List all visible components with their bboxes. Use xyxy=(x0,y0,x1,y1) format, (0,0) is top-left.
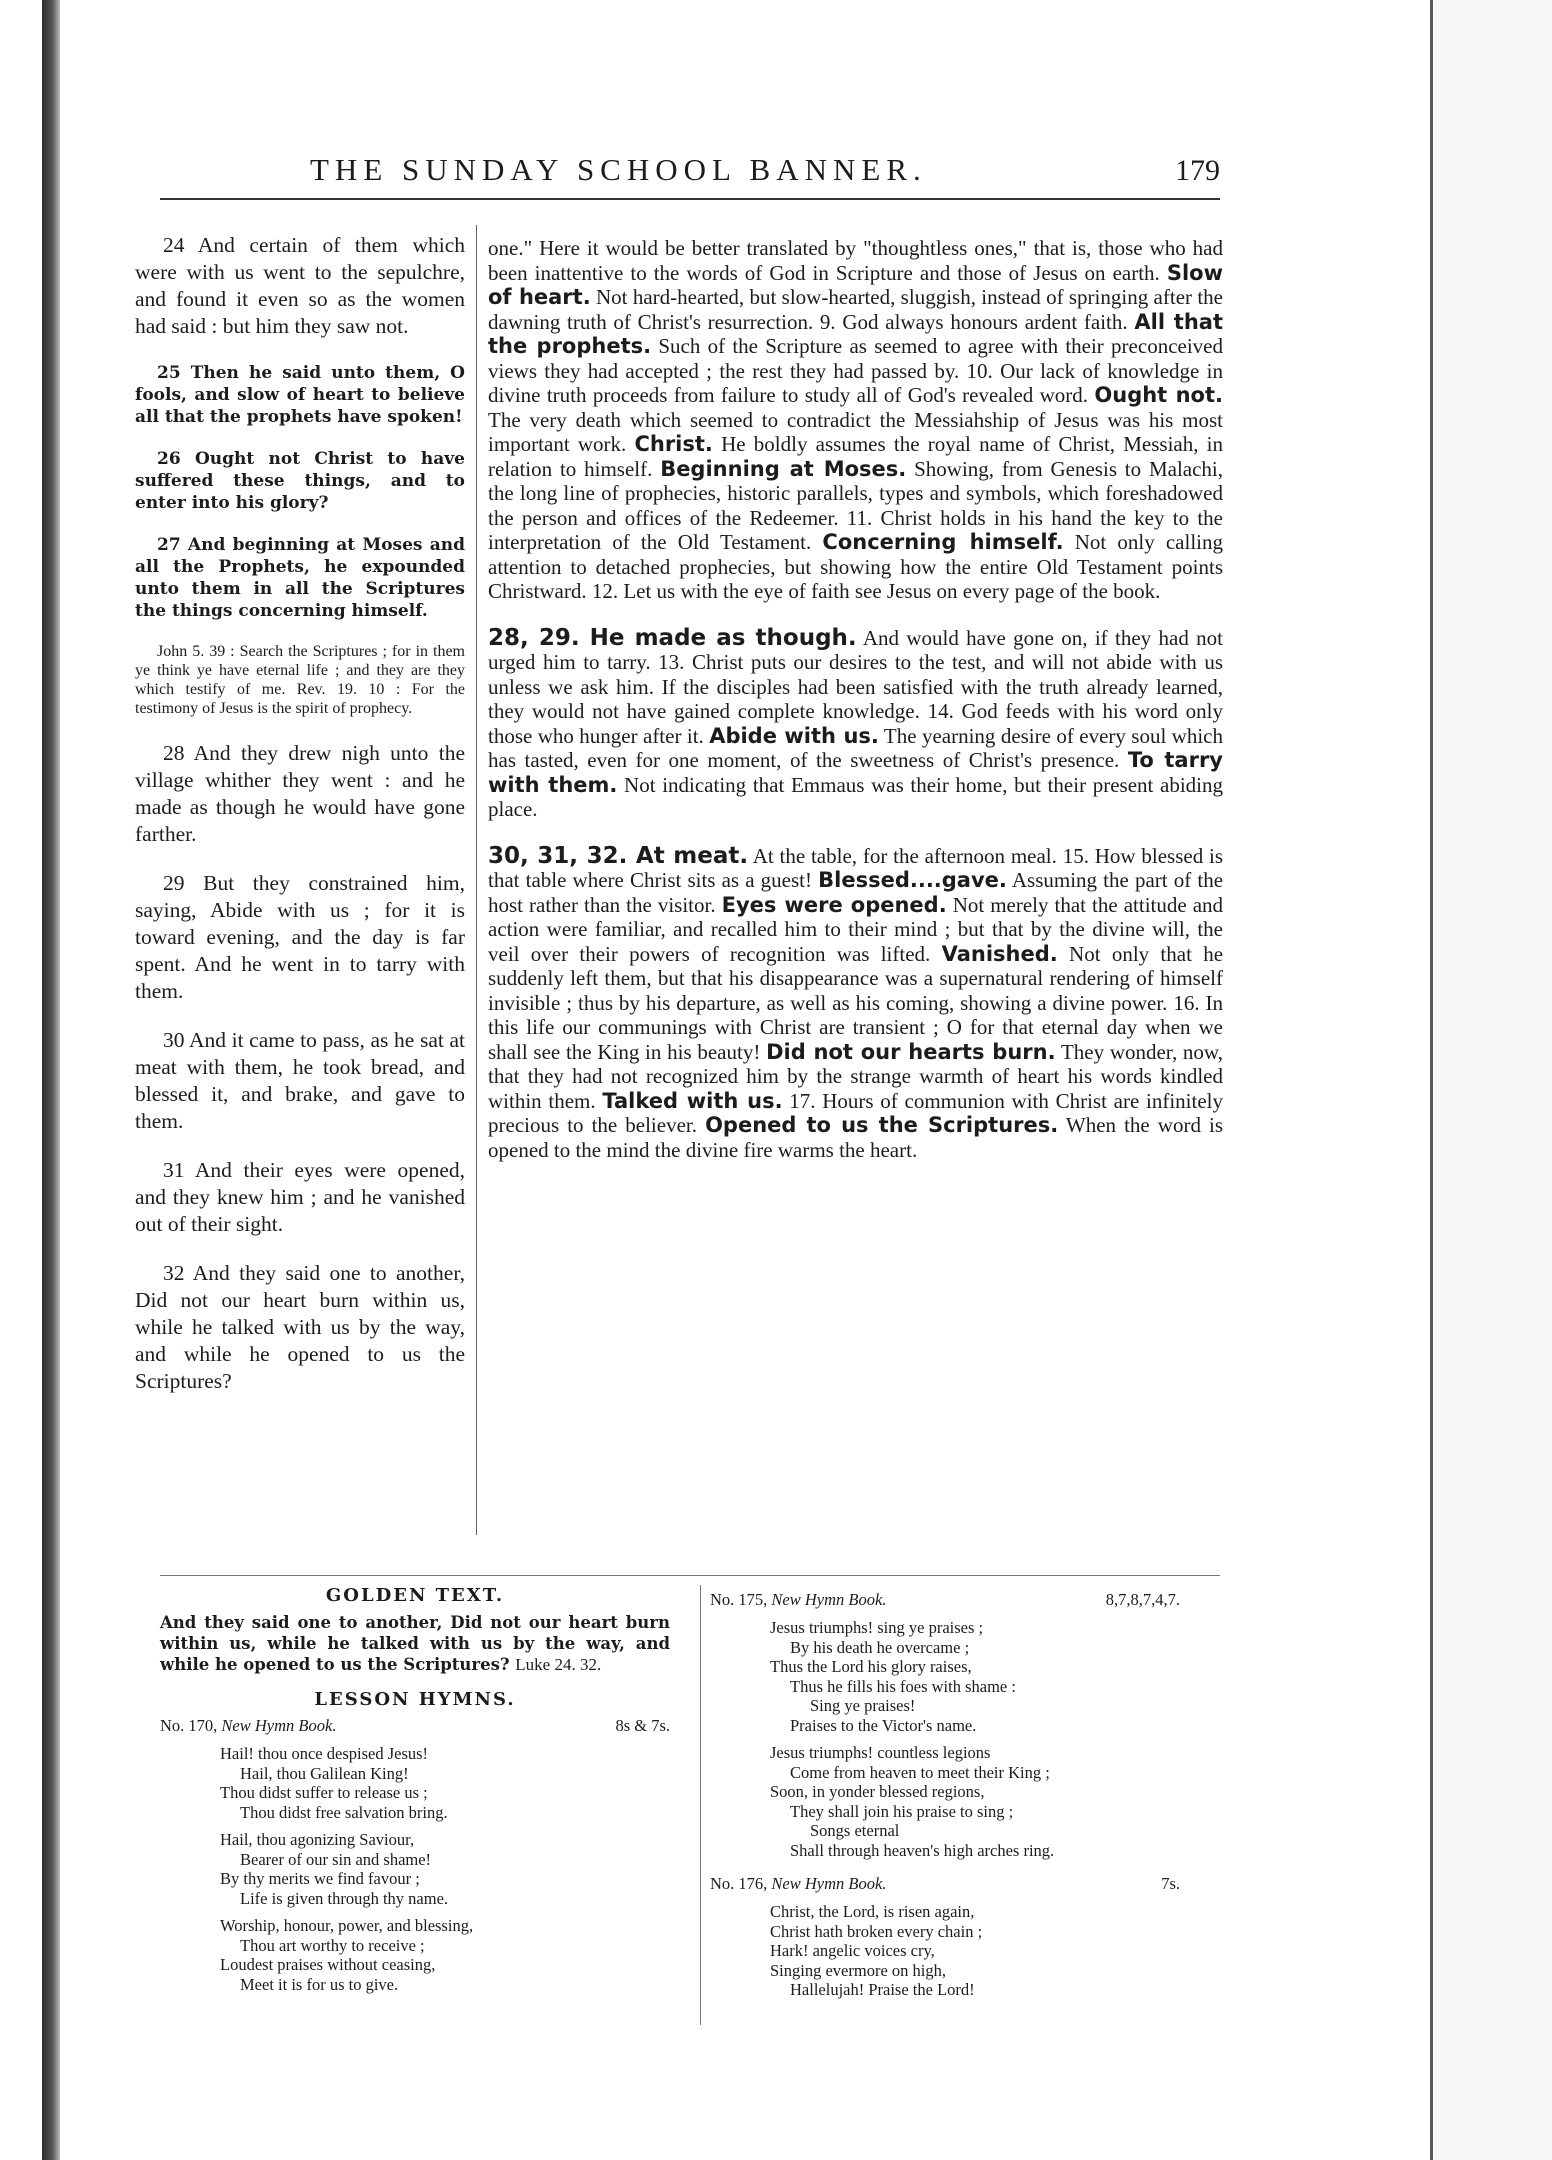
hymn-heading xyxy=(710,1590,1180,1612)
running-title: THE SUNDAY SCHOOL BANNER. xyxy=(310,152,927,187)
hymn-170 xyxy=(160,1716,670,1994)
hymn-line: Meet it is for us to give. xyxy=(240,1974,399,1994)
commentary-text: At the table, for the afternoon meal. 15. How blessed is that table where Christ sits as a guest! xyxy=(488,843,1223,892)
commentary-text: one." Here it would be better translated by "thoughtless ones," that is, those who had been inattentive to the words of God in Scripture and those of Jesus on earth. xyxy=(488,236,1223,285)
hymn-book: New Hymn Book. xyxy=(771,1590,887,1609)
commentary-paragraph xyxy=(488,626,1223,822)
verse-30: 30 And it came to pass, as he sat at meat with them, he took bread, and blessed it, and brake, and gave to them. xyxy=(135,1028,465,1133)
commentary-text: When the word is opened to the mind the divine fire warms the heart. xyxy=(488,1113,1224,1162)
scripture-column xyxy=(135,232,465,1417)
hymn-book: New Hymn Book. xyxy=(771,1874,887,1893)
commentary-keyword: To tarry with them. xyxy=(488,748,1224,797)
hymn-line: Christ, the Lord, is risen again, xyxy=(770,1902,975,1921)
verse-28: 28 And they drew nigh unto the village whither they went : and he made as though he would have gone farther. xyxy=(135,741,465,846)
hymn-stanza xyxy=(710,1618,1180,1735)
commentary-text: Not merely that the attitude and action were familiar, and recalled him to their mind ; but that by the divine will, the veil over their powers of recognition was lifted. xyxy=(488,892,1224,966)
hymn-line: Loudest praises without ceasing, xyxy=(220,1955,436,1974)
hymn-heading xyxy=(160,1716,670,1738)
hymn-line: Thou didst free salvation bring. xyxy=(240,1802,448,1822)
hymn-line: Praises to the Victor's name. xyxy=(790,1715,977,1735)
hymn-line: Thou art worthy to receive ; xyxy=(240,1935,425,1955)
hymn-line: Soon, in yonder blessed regions, xyxy=(770,1782,985,1801)
hymn-line: Hail, thou agonizing Saviour, xyxy=(220,1830,415,1849)
hymn-line: Thus he fills his foes with shame : xyxy=(790,1676,1016,1696)
hymn-heading xyxy=(710,1874,1180,1896)
hymn-meter: 8,7,8,7,4,7. xyxy=(1105,1590,1180,1609)
hymn-line: Songs eternal xyxy=(810,1821,900,1840)
commentary-keyword: Concerning himself. xyxy=(822,530,1064,554)
commentary-text: The very death which seemed to contradict the Messiahship of Jesus was his most important work. xyxy=(488,407,1223,456)
verse-32: 32 And they said one to another, Did not our heart burn within us, while he talked with us by the way, and while he opened to us the Scriptures? xyxy=(135,1261,465,1393)
hymn-meter: 8s & 7s. xyxy=(615,1716,670,1735)
verse-26: 26 Ought not Christ to have suffered these things, and to enter into his glory? xyxy=(135,449,465,513)
hymn-line: Worship, honour, power, and blessing, xyxy=(220,1916,474,1935)
commentary-keyword: Blessed....gave. xyxy=(818,868,1007,892)
commentary-text: He boldly assumes the royal name of Christ, Messiah, in relation to himself. xyxy=(488,432,1224,481)
hymns-right-column xyxy=(710,1590,1180,2008)
lesson-hymns-title: LESSON HYMNS. xyxy=(314,1689,516,1710)
golden-text-body xyxy=(160,1612,670,1675)
hymn-175 xyxy=(710,1590,1180,1860)
hymn-line: Jesus triumphs! sing ye praises ; xyxy=(770,1618,984,1637)
hymn-176 xyxy=(710,1874,1180,2000)
hymn-line: By thy merits we find favour ; xyxy=(220,1869,420,1888)
cross-reference: John 5. 39 : Search the Scriptures ; for in them ye think ye have eternal life ; and they are they which testify of me. Rev. 19. 10 : For the testimony of Jesus is the spirit of prophecy. xyxy=(135,643,465,717)
commentary-keyword: Vanished. xyxy=(941,941,1058,966)
commentary-text: Showing, from Genesis to Malachi, the long line of prophecies, historic parallels, types and symbols, which foreshadowed the person and offices of the Redeemer. 11. Christ holds in his hand the key to the interpretation of the Old Testament. xyxy=(488,456,1224,554)
hymn-line: Life is given through thy name. xyxy=(240,1888,449,1908)
commentary-text: The yearning desire of every soul which has tasted, even for one moment, of the sweetness of Christ's presence. xyxy=(488,723,1223,772)
verse-25: 25 Then he said unto them, O fools, and slow of heart to believe all that the prophets have spoken! xyxy=(135,363,465,427)
hymn-line: Hail, thou Galilean King! xyxy=(240,1763,409,1783)
verse-29: 29 But they constrained him, saying, Abide with us ; for it is toward evening, and the day is far spent. And he went in to tarry with them. xyxy=(135,871,465,1003)
hymn-line: Hark! angelic voices cry, xyxy=(770,1941,935,1960)
hymn-line: Sing ye praises! xyxy=(810,1696,916,1715)
hymn-number: No. 175, xyxy=(710,1590,768,1609)
commentary-paragraph xyxy=(488,844,1223,1163)
hymn-line: Jesus triumphs! countless legions xyxy=(770,1743,991,1762)
hymn-line: Hallelujah! Praise the Lord! xyxy=(790,1980,975,1999)
commentary-column xyxy=(488,236,1223,1184)
verse-27: 27 And beginning at Moses and all the Prophets, he expounded unto them in all the Scriptures the things concerning himself. xyxy=(135,535,465,621)
hymn-line: Shall through heaven's high arches ring. xyxy=(790,1840,1055,1860)
hymn-stanza xyxy=(160,1830,670,1908)
page-edge xyxy=(1430,0,1552,2160)
hymn-line: Singing evermore on high, xyxy=(770,1960,946,1980)
commentary-lead: 30, 31, 32. At meat. xyxy=(488,842,749,869)
column-divider xyxy=(476,225,477,1535)
hymn-line: Bearer of our sin and shame! xyxy=(240,1849,432,1869)
section-rule xyxy=(160,1575,1220,1576)
hymn-line: They shall join his praise to sing ; xyxy=(790,1801,1014,1821)
commentary-text: Such of the Scripture as seemed to agree with their preconceived views they had accepted ; the rest they had passed by. 10. Our lack of knowledge in divine truth proceeds from failure to study all of God's revealed word. xyxy=(488,334,1223,407)
hymn-stanza xyxy=(160,1744,670,1822)
commentary-keyword: Abide with us. xyxy=(709,723,879,748)
hymn-line: Come from heaven to meet their King ; xyxy=(790,1762,1050,1782)
golden-text-title: GOLDEN TEXT. xyxy=(325,1585,505,1606)
hymn-number: No. 170, xyxy=(160,1716,218,1735)
commentary-keyword: Did not our hearts burn. xyxy=(766,1039,1056,1064)
commentary-text: Not indicating that Emmaus was their home, but their present abiding place. xyxy=(488,772,1223,821)
hymn-line: By his death he overcame ; xyxy=(790,1637,970,1657)
commentary-text: 17. Hours of communion with Christ are infinitely precious to the believer. xyxy=(488,1088,1223,1137)
book-binding-edge xyxy=(42,0,60,2160)
hymn-line: Thou didst suffer to release us ; xyxy=(220,1783,428,1802)
page-header xyxy=(160,152,1220,192)
verse-24: 24 And certain of them which were with us went to the sepulchre, and found it even so as the women had said : but him they saw not. xyxy=(135,233,465,338)
commentary-keyword: All that the prophets. xyxy=(488,309,1224,358)
hymn-column-divider xyxy=(700,1585,701,2025)
hymn-line: Christ hath broken every chain ; xyxy=(770,1921,983,1941)
commentary-paragraph xyxy=(488,236,1223,604)
hymn-stanza xyxy=(710,1743,1180,1860)
commentary-keyword: Beginning at Moses. xyxy=(660,456,907,481)
commentary-text: Not only that he suddenly left them, but that his disappearance was a supernatural rendering of himself invisible ; thus by his departure, as well as his coming, showing a divine power. 16. In this life our communings with Christ are transient ; O for that eternal day when we shall see the King in his beauty! xyxy=(488,941,1224,1064)
hymn-book: New Hymn Book. xyxy=(221,1716,337,1735)
commentary-text: Assuming the part of the host rather than the visitor. xyxy=(488,868,1224,917)
commentary-keyword: Slow of heart. xyxy=(488,260,1224,309)
golden-text-section xyxy=(160,1585,670,2002)
hymn-line: Hail! thou once despised Jesus! xyxy=(220,1744,429,1763)
commentary-keyword: Ought not. xyxy=(1094,383,1224,407)
golden-text-reference: Luke 24. 32. xyxy=(515,1655,602,1674)
commentary-text: And would have gone on, if they had not urged him to tarry. 13. Christ puts our desires to the test, and will not abide with us unless we ask him. If the disciples had been satisfied with the truth already learned, they would not have gained complete knowledge. 14. God feeds with his word only those who hunger after it. xyxy=(488,625,1223,748)
hymn-number: No. 176, xyxy=(710,1874,768,1893)
hymn-stanza xyxy=(160,1916,670,1994)
commentary-keyword: Eyes were opened. xyxy=(721,892,947,917)
commentary-keyword: Talked with us. xyxy=(602,1088,783,1113)
commentary-keyword: Christ. xyxy=(634,432,713,456)
commentary-text: Not only calling attention to detached prophecies, but showing how the entire Old Testament points Christward. 12. Let us with the eye of faith see Jesus on every page of the book. xyxy=(488,530,1223,603)
header-rule xyxy=(160,198,1220,200)
commentary-text: Not hard-hearted, but slow-hearted, sluggish, instead of springing after the dawning truth of Christ's resurrection. 9. God always honours ardent faith. xyxy=(488,285,1223,334)
hymn-meter: 7s. xyxy=(1161,1874,1180,1893)
golden-text-quote: And they said one to another, Did not our heart burn within us, while he talked with us by the way, and while he opened to us the Scriptures? xyxy=(160,1613,670,1674)
verse-31: 31 And their eyes were opened, and they knew him ; and he vanished out of their sight. xyxy=(135,1158,465,1236)
commentary-lead: 28, 29. He made as though. xyxy=(488,624,857,651)
commentary-text: They wonder, now, that they had not recognized him by the strange warmth of heart his words kindled within them. xyxy=(488,1039,1223,1113)
page-number: 179 xyxy=(1175,154,1220,187)
hymn-stanza xyxy=(710,1902,1180,2000)
hymn-line: Thus the Lord his glory raises, xyxy=(770,1657,972,1676)
commentary-keyword: Opened to us the Scriptures. xyxy=(705,1113,1059,1137)
